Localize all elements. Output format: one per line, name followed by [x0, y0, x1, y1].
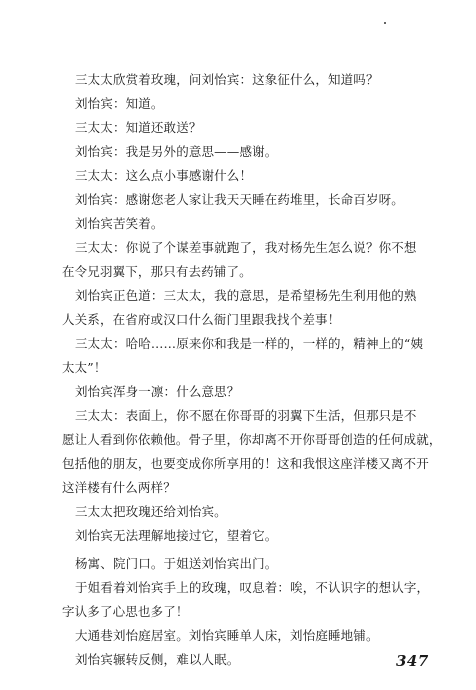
text-line: 三太太：表面上，你不愿在你哥哥的羽翼下生活，但那只是不 — [75, 408, 417, 423]
text-line: 包括他的朋友，也要变成你所享用的！这和我恨这座洋楼又离不开 — [62, 456, 429, 471]
text-line: 刘怡宾浑身一凛：什么意思？ — [75, 384, 240, 399]
text-line: 刘怡宾辗转反侧，难以人眠。 — [75, 652, 240, 667]
text-line: 三太太：哈哈……原来你和我是一样的，一样的，精神上的“姨 — [75, 336, 424, 351]
text-line: 三太太：这么点小事感谢什么！ — [75, 168, 253, 183]
text-line: 刘怡宾苦笑着。 — [75, 216, 164, 231]
text-line: 刘怡宾正色道：三太太，我的意思，是希望杨先生利用他的熟 — [75, 288, 417, 303]
text-line: 刘怡宾：感谢您老人家让我天天睡在药堆里，长命百岁呀。 — [75, 192, 404, 207]
text-line: 杨寓、院门口。于姐送刘怡宾出门。 — [75, 556, 278, 571]
text-line: 刘怡宾：知道。 — [75, 96, 164, 111]
text-line: 在令兄羽翼下，那只有去药铺了。 — [62, 264, 252, 279]
text-line: 大通巷刘怡庭居室。刘怡宾睡单人床，刘怡庭睡地铺。 — [75, 628, 379, 643]
text-line: 三太太把玫瑰还给刘怡宾。 — [75, 504, 227, 519]
text-line: 三太太欣赏着玫瑰，问刘怡宾：这象征什么，知道吗？ — [75, 72, 379, 87]
text-line: 三太太：知道还敢送？ — [75, 120, 202, 135]
text-line: 这洋楼有什么两样？ — [62, 480, 176, 495]
text-line: 愿让人看到你依赖他。骨子里，你却离不开你哥哥创造的任何成就， — [62, 432, 442, 447]
text-line: 三太太：你说了个谋差事就跑了，我对杨先生怎么说？你不想 — [75, 240, 417, 255]
text-line: 太太”！ — [62, 360, 107, 375]
text-line: 人关系，在省府或汉口什么衙门里跟我找个差事！ — [62, 312, 341, 327]
text-line: 于姐看着刘怡宾手上的玫瑰，叹息着：唉，不认识字的想认字， — [75, 580, 430, 595]
page-number: 347 — [396, 652, 429, 670]
text-line: 刘怡宾无法理解地接过它，望着它。 — [75, 528, 278, 543]
text-line: 刘怡宾：我是另外的意思——感谢。 — [75, 144, 278, 159]
text-line: 字认多了心思也多了！ — [62, 604, 189, 619]
print-speck — [384, 22, 386, 24]
